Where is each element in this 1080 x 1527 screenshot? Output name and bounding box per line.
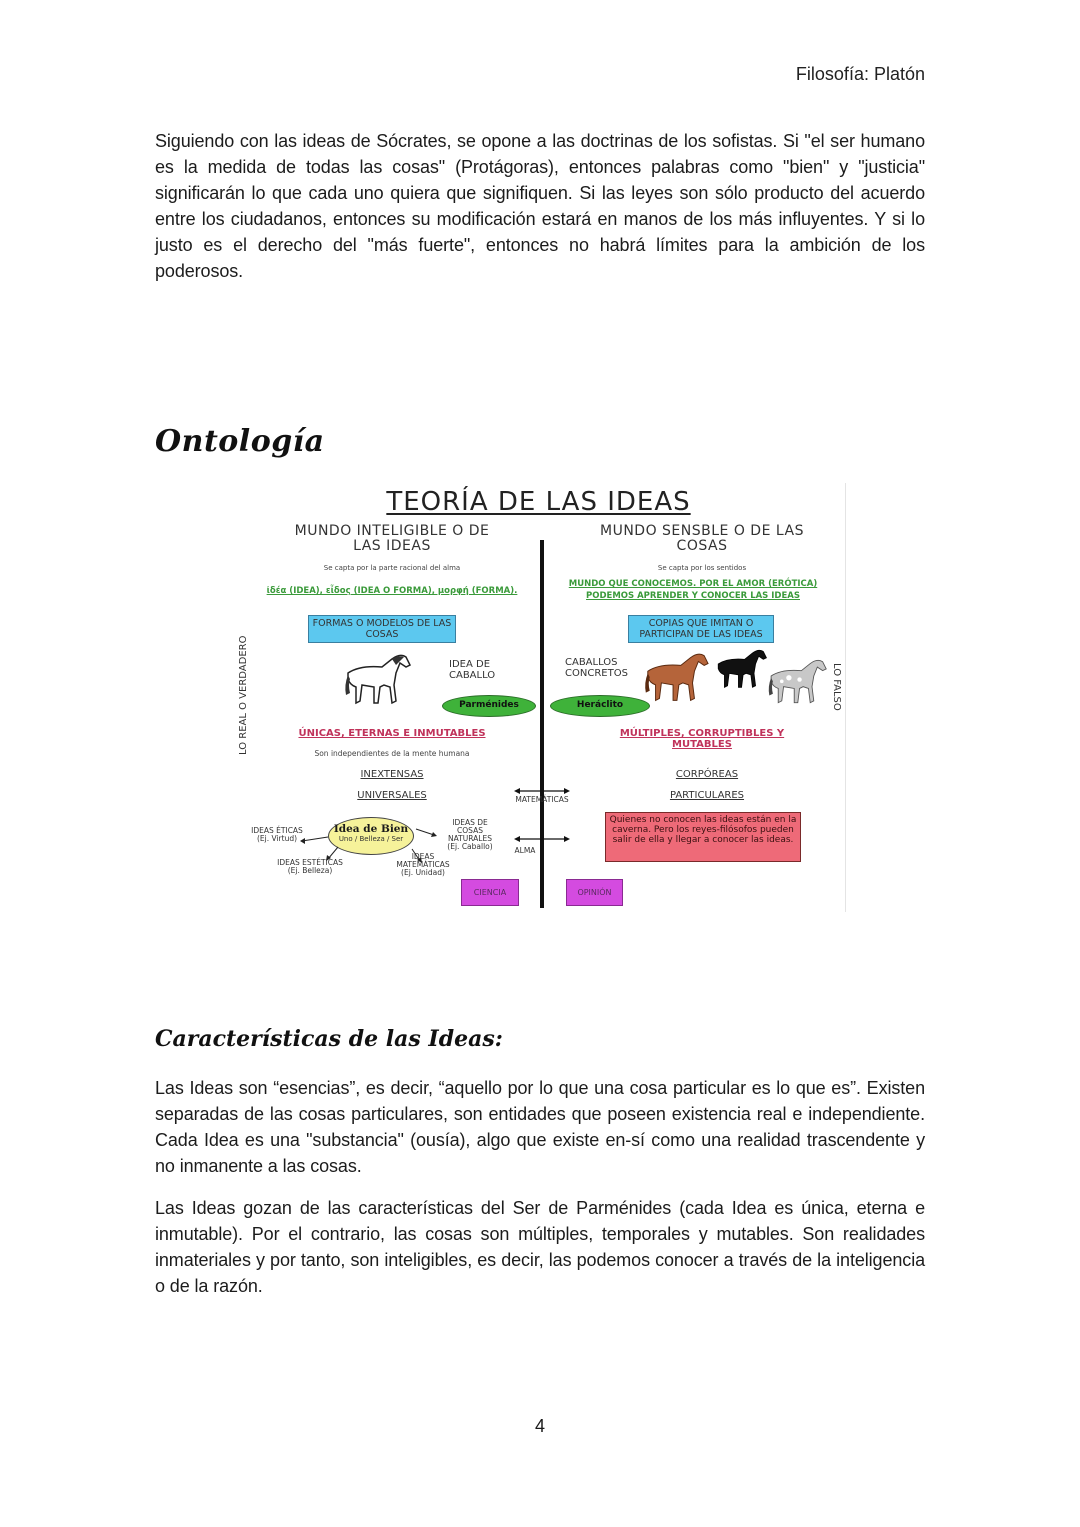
sensible-world-heading: MUNDO SENSBLE O DE LAS COSAS: [600, 523, 804, 554]
sensible-terms: MUNDO QUE CONOCEMOS. POR EL AMOR (ERÓTICA) PODEMOS APRENDER Y CONOCER LAS IDEAS: [568, 579, 818, 601]
ideas-traits-caption: Son independientes de la mente humana: [314, 749, 470, 758]
ideas-matematicas-label: IDEAS MATEMÁTICAS (Ej. Unidad): [396, 852, 450, 877]
particulares-label: PARTICULARES: [669, 790, 745, 801]
idea-de-bien-ellipse: Idea de Bien Uno / Belleza / Ser: [328, 817, 414, 855]
running-header: Filosofía: Platón: [795, 64, 925, 84]
ideas-traits: ÚNICAS, ETERNAS E INMUTABLES: [298, 728, 486, 739]
idea-horse-label: IDEA DE CABALLO: [449, 659, 496, 681]
universales-label: UNIVERSALES: [357, 790, 427, 801]
false-side-label: LO FALSO: [831, 663, 842, 711]
forms-box: FORMAS O MODELOS DE LAS COSAS: [308, 615, 456, 643]
cave-note-box: Quienes no conocen las ideas están en la caverna. Pero los reyes-filósofos pueden salir de ella y llegar a conocer las ideas.: [605, 812, 801, 862]
corporeas-label: CORPÓREAS: [675, 769, 739, 780]
parmenides-ellipse: Parménides: [442, 695, 536, 717]
opinion-box: OPINIÓN: [566, 879, 623, 906]
theory-of-ideas-diagram: [232, 483, 846, 912]
caracteristicas-paragraph-2: Las Ideas gozan de las características del Ser de Parménides (cada Idea es única, eterna e inmutable). Por el contrario, las cosas son múltiples, temporales y mutables. Son realidades inmateriales y por tanto, son inteligibles, es decir, las podemos conocer a través de la inteligencia o de la razón.: [155, 1198, 925, 1296]
inextensas-label: INEXTENSAS: [360, 769, 424, 780]
black-horse-icon: [712, 645, 768, 697]
greek-terms: ἰδέα (IDEA), εἶδος (IDEA O FORMA), μορφή (FORMA).: [266, 586, 518, 596]
brown-horse-icon: [640, 649, 710, 711]
diagram-title: TEORÍA DE LAS IDEAS: [386, 487, 691, 517]
bridge-alma: ALMA: [514, 846, 536, 855]
bridge-arrows-icon: [512, 783, 572, 853]
gray-horse-icon: [764, 653, 828, 715]
ideas-eticas-label: IDEAS ÉTICAS (Ej. Virtud): [251, 826, 303, 843]
section-heading-caracteristicas: Características de las Ideas:: [155, 1026, 503, 1052]
caracteristicas-paragraph-1: Las Ideas son “esencias”, es decir, “aquello por lo que una cosa particular es lo que es”. Existen separadas de las cosas particulares, son entidades que poseen existencia real e independiente. Cada Idea es una "substancia" (ousía), algo que existe en-sí como una realidad trascendente y no inmanente a las cosas.: [155, 1078, 925, 1176]
page-number: 4: [534, 1416, 545, 1436]
heraclito-ellipse: Heráclito: [550, 695, 650, 717]
things-traits: MÚLTIPLES, CORRUPTIBLES Y MUTABLES: [619, 728, 785, 750]
intro-paragraph: Siguiendo con las ideas de Sócrates, se opone a las doctrinas de los sofistas. Si "el ser humano es la medida de todas las cosas" (Protágoras), entonces palabras como "bien" y "justicia" significarán lo que cada uno quiera que signifiquen. Si las leyes son sólo producto del acuerdo entre los ciudadanos, entonces su modificación estará en manos de los más influyentes. Y si lo justo es el derecho del "más fuerte", entonces no habrá límites para la ambición de los poderosos.: [155, 131, 925, 281]
sensible-caption: Se capta por los sentidos: [657, 564, 747, 572]
bridge-matematicas: MATEMÁTICAS: [515, 795, 569, 804]
section-heading-ontologia: Ontología: [155, 424, 325, 459]
ideas-esteticas-label: IDEAS ESTÉTICAS (Ej. Belleza): [277, 858, 343, 875]
intelligible-world-heading: MUNDO INTELIGIBLE O DE LAS IDEAS: [294, 523, 490, 554]
concrete-horses-label: CABALLOS CONCRETOS: [565, 657, 628, 679]
copies-box: COPIAS QUE IMITAN O PARTICIPAN DE LAS IDEAS: [628, 615, 774, 643]
ciencia-box: CIENCIA: [461, 879, 519, 906]
ideas-naturales-label: IDEAS DE COSAS NATURALES (Ej. Caballo): [447, 818, 493, 851]
real-side-label: LO REAL O VERDADERO: [238, 635, 249, 755]
intelligible-caption: Se capta por la parte racional del alma: [323, 564, 461, 572]
ideal-horse-icon: [340, 651, 412, 713]
